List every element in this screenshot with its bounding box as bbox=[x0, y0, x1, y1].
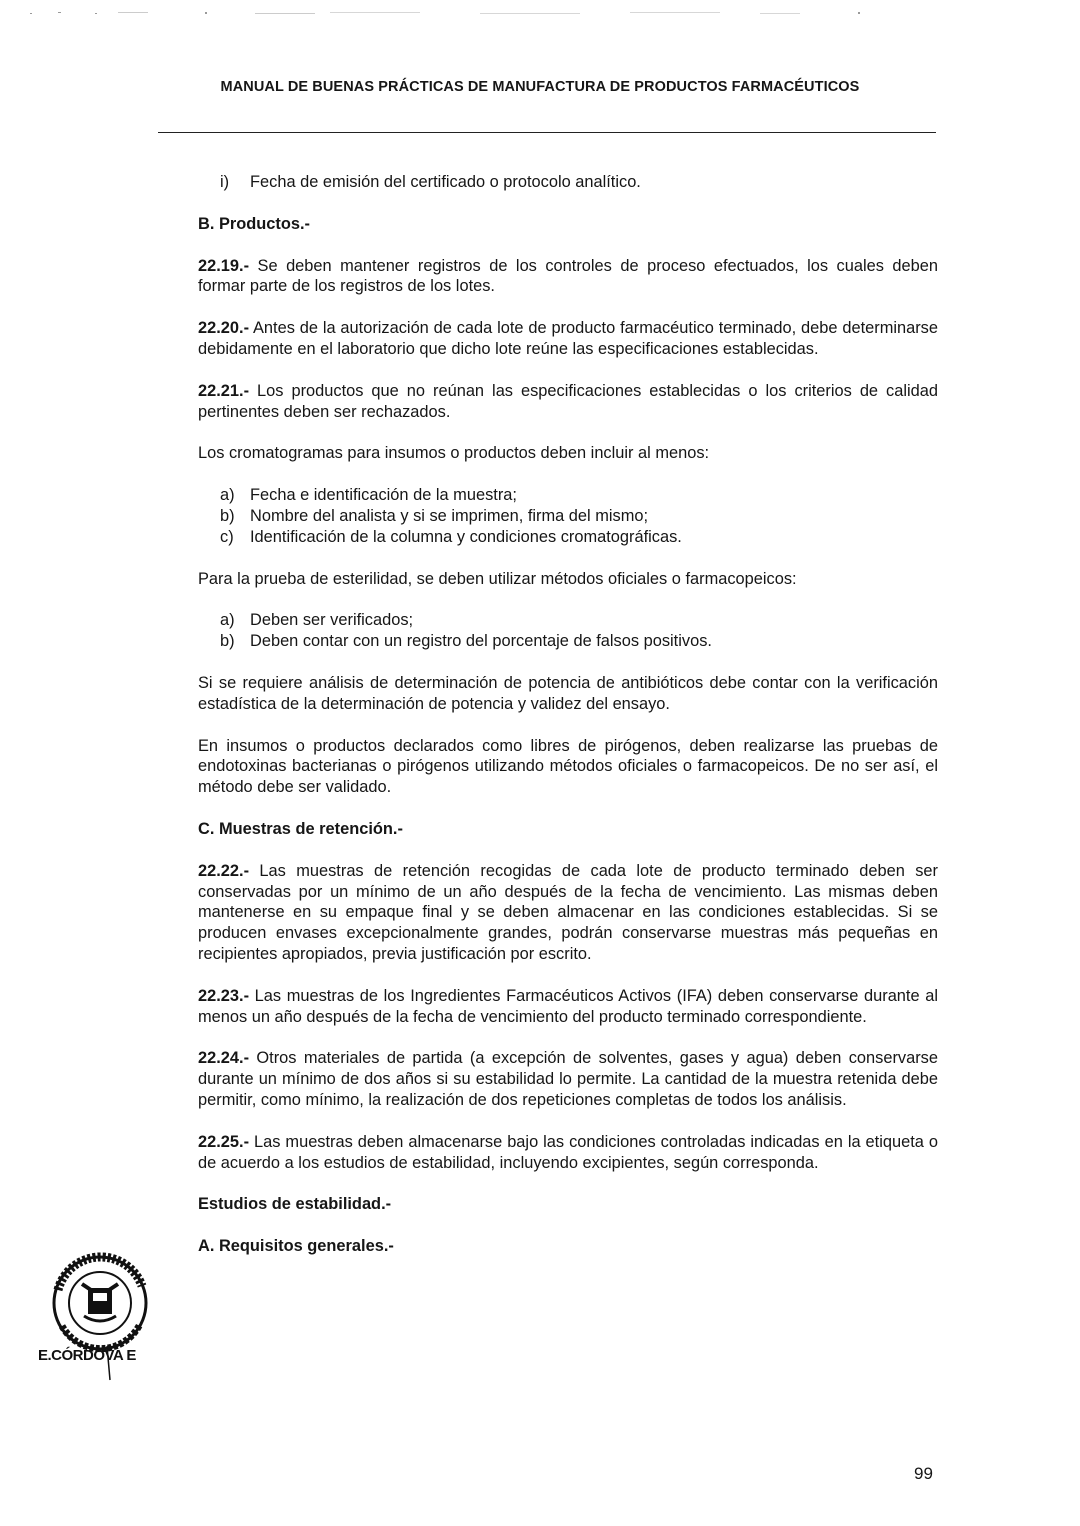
stability-heading: Estudios de estabilidad.- bbox=[198, 1195, 392, 1214]
clause-22-20: 22.20.- Antes de la autorización de cada lote de producto farmacéutico terminado, debe determinarse debidamente en el laboratorio que dicho lote reúne las especificaciones establecidas. bbox=[198, 319, 938, 358]
list-item: a) Fecha e identificación de la muestra; bbox=[220, 486, 517, 505]
antibiotics-paragraph: Si se requiere análisis de determinación de potencia de antibióticos debe contar con la verificación estadística de la determinación de potencia y validez del ensayo. bbox=[198, 673, 938, 713]
document-header-title: MANUAL DE BUENAS PRÁCTICAS DE MANUFACTURA DE PRODUCTOS FARMACÉUTICOS bbox=[220, 79, 860, 95]
section-b-heading: B. Productos.- bbox=[198, 214, 311, 233]
page-number: 99 bbox=[914, 1464, 933, 1483]
clause-22-22: 22.22.- Las muestras de retención recogidas de cada lote de producto terminado deben ser conservadas por un mínimo de un año después de la fecha de vencimiento. Las mismas deben mantenerse en su empaque final y se deben almacenar en las condiciones establecidas. Si se producen envases excepcionalmente grandes, podrán conservarse muestras más pequeñas en recipientes apropiados, previa justificación por escrito. bbox=[198, 861, 938, 963]
header-divider bbox=[158, 132, 936, 133]
clause-22-25: 22.25.- Las muestras deben almacenarse bajo las condiciones controladas indicadas en la etiqueta o de acuerdo a los estudios de estabilidad, incluyendo excipientes, según corresponda. bbox=[198, 1132, 938, 1172]
list-item: a) Deben ser verificados; bbox=[220, 611, 414, 630]
scan-artifact-dots bbox=[0, 0, 1080, 30]
clause-22-21: 22.21.- Los productos que no reúnan las especificaciones establecidas o los criterios de calidad pertinentes deben ser rechazados. bbox=[198, 381, 938, 421]
section-c-heading: C. Muestras de retención.- bbox=[198, 819, 403, 838]
list-item: c) Identificación de la columna y condiciones cromatográficas. bbox=[220, 527, 682, 546]
seal-signature-name: E.CÓRDOVA E bbox=[38, 1347, 136, 1364]
sterility-list bbox=[220, 610, 938, 652]
chromatograms-list bbox=[220, 485, 938, 547]
clause-22-24: 22.24.- Otros materiales de partida (a excepción de solventes, gases y agua) deben conservarse durante un mínimo de dos años si su estabilidad lo permite. La cantidad de la muestra retenida debe permitir, como mínimo, la realización de dos repeticiones completas de todos los análisis. bbox=[198, 1049, 938, 1109]
list-item: i) Fecha de emisión del certificado o protocolo analítico. bbox=[220, 173, 641, 191]
intro-list bbox=[220, 172, 938, 193]
chromatograms-intro: Los cromatogramas para insumos o productos deben incluir al menos: bbox=[198, 444, 710, 463]
clause-22-23: 22.23.- Las muestras de los Ingredientes Farmacéuticos Activos (IFA) deben conservarse durante al menos un año después de la fecha de vencimiento del producto terminado correspondiente. bbox=[198, 986, 938, 1026]
list-item: b) Nombre del analista y si se imprimen, firma del mismo; bbox=[220, 506, 649, 525]
sterility-intro: Para la prueba de esterilidad, se deben utilizar métodos oficiales o farmacopeicos: bbox=[198, 569, 797, 588]
document-body bbox=[198, 172, 938, 1278]
list-item: b) Deben contar con un registro del porcentaje de falsos positivos. bbox=[220, 632, 712, 651]
official-seal-icon bbox=[44, 1250, 164, 1390]
clause-22-19: 22.19.- Se deben mantener registros de los controles de proceso efectuados, los cuales deben formar parte de los registros de los lotes. bbox=[198, 256, 938, 296]
pyrogens-paragraph: En insumos o productos declarados como libres de pirógenos, deben realizarse las pruebas de endotoxinas bacterianas o pirógenos utilizando métodos oficiales o farmacopeicos. De no ser así, el método debe ser validado. bbox=[198, 736, 938, 797]
stability-subheading: A. Requisitos generales.- bbox=[198, 1237, 394, 1256]
